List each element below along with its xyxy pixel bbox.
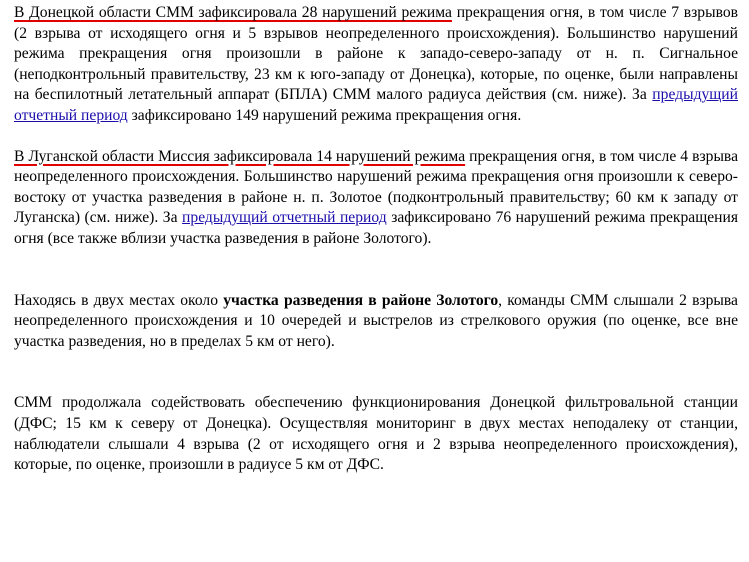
paragraph-zolote [14,291,738,353]
luhansk-highlight: В Луганской области Миссия зафиксировала 14 нарушений режима [14,147,466,165]
previous-period-link-luhansk[interactable]: предыдущий отчетный период [182,209,387,227]
paragraph-dfs [14,393,738,475]
zolote-bold: участка разведения в районе Золотого [223,291,499,309]
previous-period-link-donetsk[interactable]: предыдущий отчетный период [14,86,738,124]
luhansk-text-b: зафиксировано 76 нарушений режима прекращения огня (все также вблизи участка разведения в районе Золотого). [14,209,738,247]
luhansk-text-a: прекращения огня, в том числе 4 взрыва неопределенного происхождения. Большинство нарушений режима прекращения огня произошли к северо-востоку от участка разведения в районе н. п. Золотое (подконтрольный правительству; 60 км к западу от Луганска) (см. ниже). За [14,147,739,227]
document-body [14,3,738,476]
paragraph-donetsk [14,3,738,127]
donetsk-highlight: В Донецкой области СММ зафиксировала 28 нарушений режима [14,4,452,21]
zolote-text-b: , команды СММ слышали 2 взрыва неопределенного происхождения и 10 очередей и выстрелов из стрелкового оружия (по оценке, все вне участка разведения, но в пределах 5 км от него). [14,291,738,350]
zolote-text-a: Находясь в двух местах около [14,291,224,309]
donetsk-text-b: зафиксировано 149 нарушений режима прекращения огня. [127,106,522,124]
dfs-text: СММ продолжала содействовать обеспечению функционирования Донецкой фильтровальной станции (ДФС; 15 км к северу от Донецка). Осуществляя мониторинг в двух местах неподалеку от станции, наблюдатели слышали 4 взрыва (2 от исходящего огня и 2 взрыва неопределенного происхождения), которые, по оценке, произошли в радиусе 5 км от ДФС. [14,394,738,474]
donetsk-text-a: прекращения огня, в том числе 7 взрывов (2 взрыва от исходящего огня и 5 взрывов неопределенного происхождения). Большинство нарушений режима прекращения огня произошли в районе к западо-северо-западу от н. п. Сигнальное (неподконтрольный правительству, 23 км к юго-западу от Донецка), которые, по оценке, были направлены на беспилотный летательный аппарат (БПЛА) СММ малого радиуса действия (см. ниже). За [14,4,738,104]
paragraph-luhansk [14,147,738,250]
